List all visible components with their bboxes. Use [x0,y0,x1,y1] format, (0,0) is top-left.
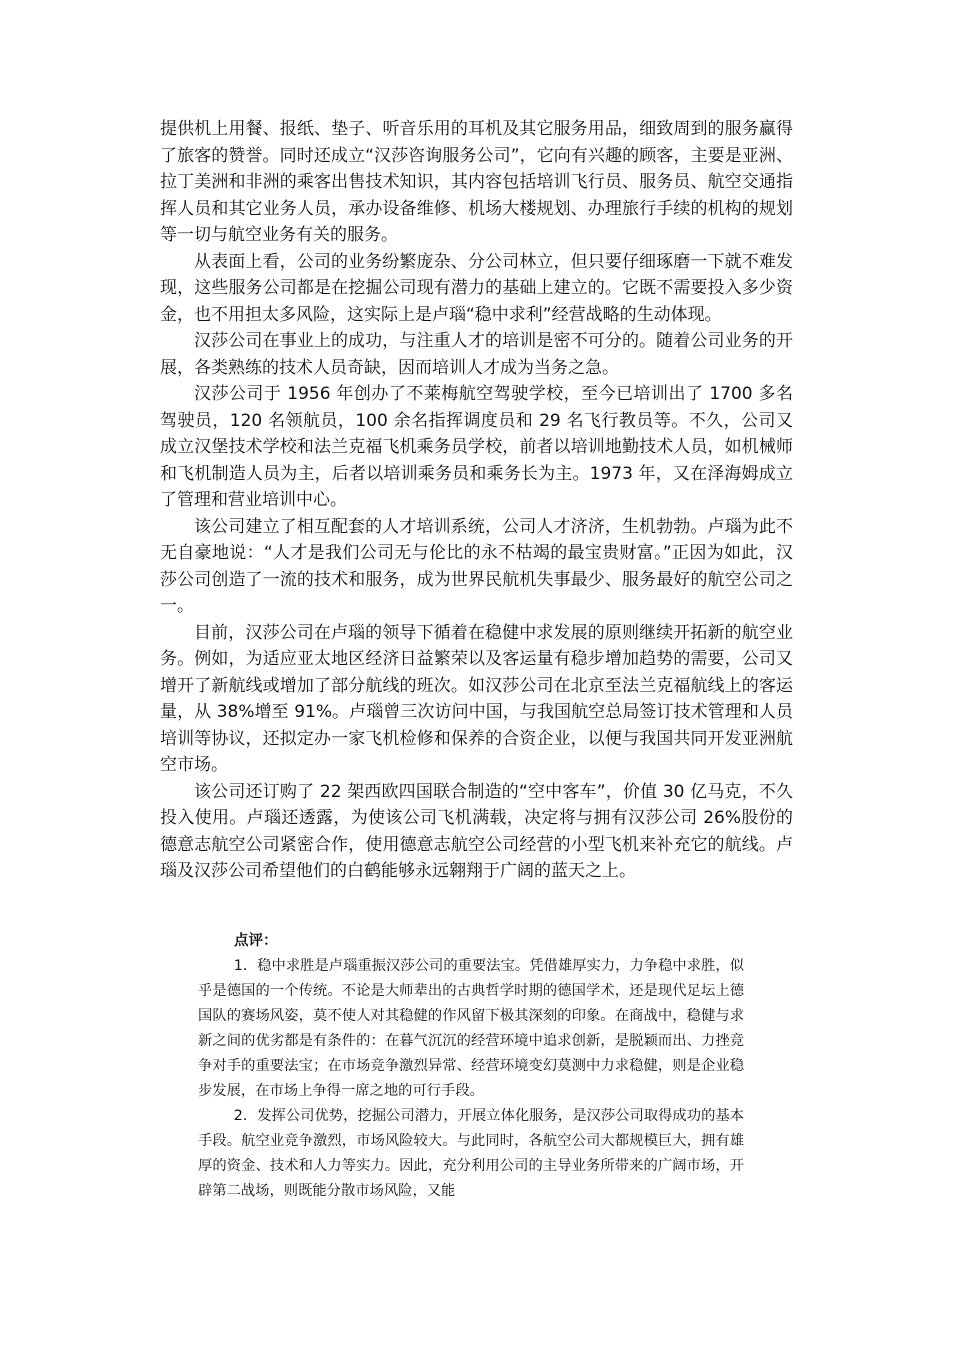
paragraph: 提供机上用餐、报纸、垫子、听音乐用的耳机及其它服务用品，细致周到的服务赢得了旅客的赞誉。同时还成立“汉莎咨询服务公司”，它向有兴趣的顾客，主要是亚洲、拉丁美洲和非洲的乘客出售技术知识，其内容包括培训飞行员、服务员、航空交通指挥人员和其它业务人员，承办设备维修、机场大楼规划、办理旅行手续的机构的规划等一切与航空业务有关的服务。 [160,119,793,245]
paragraph: 汉莎公司于 1956 年创办了不莱梅航空驾驶学校，至今已培训出了 1700 多名驾驶员，120 名领航员，100 余名指挥调度员和 29 名飞行教员等。不久，公司又成立汉堡技术学校和法兰克福飞机乘务员学校，前者以培训地勤技术人员，如机械师和飞机制造人员为主，后者以培训乘务员和乘务长为主。1973 年，又在泽海姆成立了管理和营业培训中心。 [160,384,793,510]
main-article [160,116,793,885]
commentary-item: 1．稳中求胜是卢瑙重振汉莎公司的重要法宝。凭借雄厚实力，力争稳中求胜，似乎是德国的一个传统。不论是大师辈出的古典哲学时期的德国学术，还是现代足坛上德国队的赛场风姿，莫不使人对其稳健的作风留下极其深刻的印象。在商战中，稳健与求新之间的优劣都是有条件的：在暮气沉沉的经营环境中追求创新，是脱颖而出、力挫竞争对手的重要法宝；在市场竞争激烈异常、经营环境变幻莫测中力求稳健，则是企业稳步发展，在市场上争得一席之地的可行手段。 [198,958,744,1099]
paragraph: 该公司建立了相互配套的人才培训系统，公司人才济济，生机勃勃。卢瑙为此不无自豪地说：“人才是我们公司无与伦比的永不枯竭的最宝贵财富。”正因为如此，汉莎公司创造了一流的技术和服务，成为世界民航机失事最少、服务最好的航空公司之一。 [160,516,793,616]
commentary-section [198,929,744,1204]
paragraph: 该公司还订购了 22 架西欧四国联合制造的“空中客车”，价值 30 亿马克，不久投入使用。卢瑙还透露，为使该公司飞机满载，决定将与拥有汉莎公司 26%股份的德意志航空公司紧密合作，使用德意志航空公司经营的小型飞机来补充它的航线。卢瑙及汉莎公司希望他们的白鹤能够永远翱翔于广阔的蓝天之上。 [160,781,793,881]
paragraph: 目前，汉莎公司在卢瑙的领导下循着在稳健中求发展的原则继续开拓新的航空业务。例如，为适应亚太地区经济日益繁荣以及客运量有稳步增加趋势的需要，公司又增开了新航线或增加了部分航线的班次。如汉莎公司在北京至法兰克福航线上的客运量，从 38%增至 91%。卢瑙曾三次访问中国，与我国航空总局签订技术管理和人员培训等协议，还拟定办一家飞机检修和保养的合资企业，以便与我国共同开发亚洲航空市场。 [160,622,793,775]
commentary-item: 2．发挥公司优势，挖掘公司潜力，开展立体化服务，是汉莎公司取得成功的基本手段。航空业竞争激烈，市场风险较大。与此同时，各航空公司大都规模巨大，拥有雄厚的资金、技术和人力等实力。因此，充分利用公司的主导业务所带来的广阔市场，开辟第二战场，则既能分散市场风险，又能 [198,1108,744,1199]
commentary-heading: 点评： [234,933,278,949]
paragraph: 汉莎公司在事业上的成功，与注重人才的培训是密不可分的。随着公司业务的开展，各类熟练的技术人员奇缺，因而培训人才成为当务之急。 [160,331,793,378]
paragraph: 从表面上看，公司的业务纷繁庞杂、分公司林立，但只要仔细琢磨一下就不难发现，这些服务公司都是在挖掘公司现有潜力的基础上建立的。它既不需要投入多少资金，也不用担太多风险，这实际上是卢瑙“稳中求利”经营战略的生动体现。 [160,251,793,325]
